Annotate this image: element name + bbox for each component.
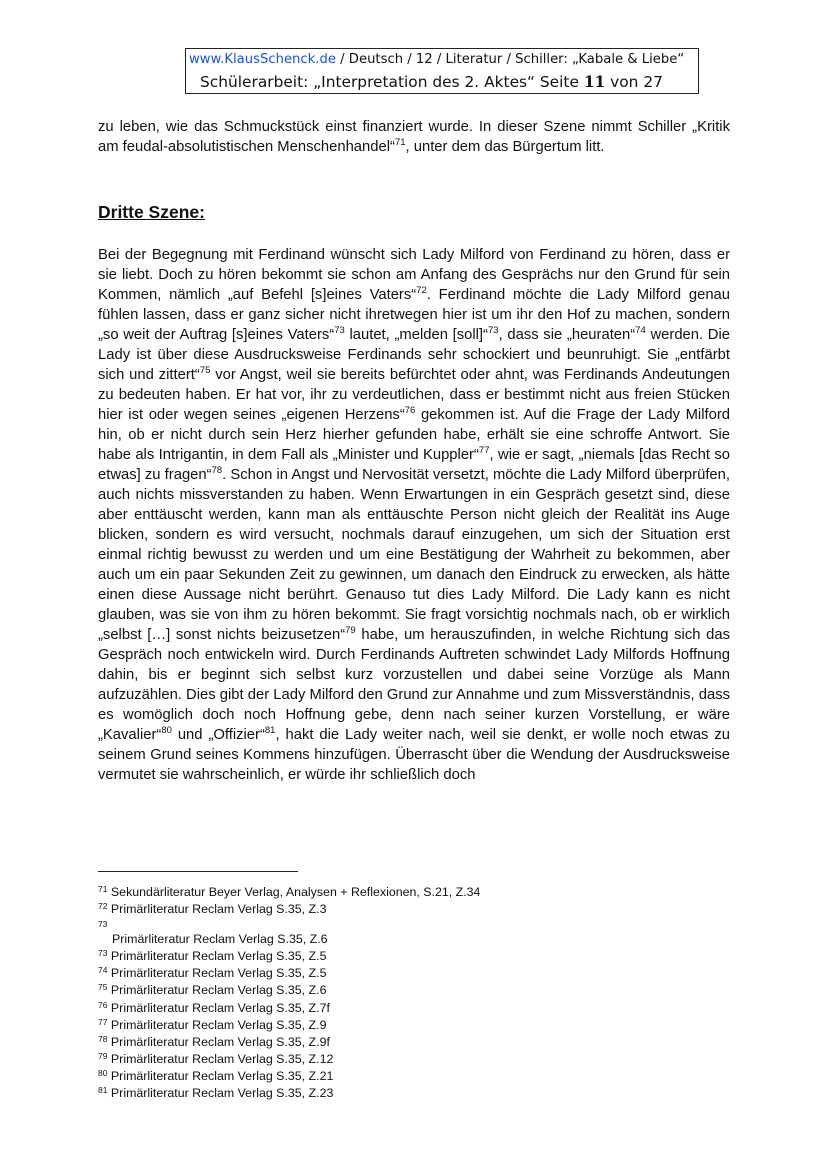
footnote-ref-73b: 73 xyxy=(487,325,499,336)
footnote: $^{71}$ Sekundärliteratur Beyer Verlag, Analysen + Reflexionen, S.21, Z.34 xyxy=(98,884,481,899)
header-title-prefix: Schülerarbeit: „Interpretation des 2. Aktes“ Seite xyxy=(200,73,584,91)
footnote-ref-79: 79 xyxy=(345,625,356,636)
footnote-ref-72: 72 xyxy=(416,285,427,296)
footnote-divider xyxy=(98,871,298,872)
header-title-line xyxy=(200,73,663,91)
header-breadcrumb-line xyxy=(189,52,684,67)
footnote: $^{81}$ Primärliteratur Reclam Verlag S.35, Z.23 xyxy=(98,1085,334,1101)
footnote: $^{79}$ Primärliteratur Reclam Verlag S.35, Z.12 xyxy=(98,1050,334,1066)
footnote: $^{78}$ Primärliteratur Reclam Verlag S.35, Z.9f xyxy=(98,1033,330,1049)
footnote-ref-80: 80 xyxy=(161,725,172,736)
header-page-number: 11 xyxy=(583,73,606,91)
footnotes xyxy=(98,884,738,1102)
footnote: $^{73}$ Primärliteratur Reclam Verlag S.35, Z.5 xyxy=(98,948,327,964)
footnote: $^{75}$ Primärliteratur Reclam Verlag S.35, Z.6 xyxy=(98,982,327,998)
header-breadcrumb: / Deutsch / 12 / Literatur / Schiller: „Kabale & Liebe“ xyxy=(335,52,685,67)
footnote: $^{72}$ Primärliteratur Reclam Verlag S.35, Z.3 xyxy=(98,901,327,917)
section-heading: Dritte Szene: xyxy=(98,202,205,222)
site-link[interactable]: www.KlausSchenck.de xyxy=(189,52,336,67)
footnote: $^{74}$ Primärliteratur Reclam Verlag S.35, Z.5 xyxy=(98,965,327,981)
footnote-ref-71: 71 xyxy=(394,137,406,148)
footnote: $^{80}$ Primärliteratur Reclam Verlag S.35, Z.21 xyxy=(98,1067,334,1083)
footnote: 73 Primärliteratur Reclam Verlag S.35, Z.6 xyxy=(98,919,328,947)
page-header xyxy=(185,48,699,94)
header-title-suffix: von 27 xyxy=(605,73,663,91)
footnote: $^{77}$ Primärliteratur Reclam Verlag S.35, Z.9 xyxy=(98,1016,327,1032)
footnote-ref-81: 81 xyxy=(264,725,276,736)
footnote: $^{76}$ Primärliteratur Reclam Verlag S.35, Z.7f xyxy=(98,999,330,1015)
footnote-ref-75: 75 xyxy=(199,365,211,376)
footnote-ref-73: 73 xyxy=(334,325,345,336)
footnote-ref-77: 77 xyxy=(478,445,490,456)
footnote-ref-74: 74 xyxy=(635,325,646,336)
footnote-ref-76: 76 xyxy=(404,405,416,416)
intro-paragraph: zu leben, wie das Schmuckstück einst finanziert wurde. In dieser Szene nimmt Schiller „Kritik am feudal-absolutistischen Menschenhandel“$^{71}$, unter dem das Bürgertum litt. xyxy=(98,119,730,155)
body-paragraph: Bei der Begegnung mit Ferdinand wünscht sich Lady Milford von Ferdinand zu hören, dass er sie liebt. Doch zu hören bekommt sie schon am Anfang des Gesprächs nur den Grund für sein Kommen, nämlich „auf Befehl [s]eines Vaters“$^{72}$. Ferdinand möchte die Lady Milford genau fühlen lassen, dass er ganz sicher nicht ihretwegen hier ist um ihr den Hof zu machen, sondern „so weit der Auftrag [s]eines Vaters“$^{73}$ lautet, „melden [soll]“$^{73}$, dass sie „heuraten“$^{74}$ werden. Die Lady ist über diese Ausdrucksweise Ferdinands sehr schockiert und beunruhigt. Sie „entfärbt sich und zittert“$^{75}$ vor Angst, weil sie bereits befürchtet oder ahnt, was Ferdinands Andeutungen zu bedeuten haben. Er hat vor, ihr zu verdeutlichen, dass er bestimmt nicht aus freien Stücken hier ist oder wegen seines „eigenen Herzens“$^{76}$ gekommen ist. Auf die Frage der Lady Milford hin, ob er nicht durch sein Herz hierher gefunden habe, erhält sie eine schroffe Antwort. Sie habe als Intrigantin, in dem Fall als „Minister und Kuppler“$^{77}$, wie er sagt, „niemals [das Recht so etwas] zu fragen“$^{78}$. Schon in Angst und Nervosität versetzt, möchte die Lady Milford überprüfen, auch nichts missverstanden zu haben. Wenn Erwartungen in ein Gespräch gesetzt sind, diese aber enttäuscht werden, kann man als enttäuschte Person nicht gleich der Realität ins Auge blicken, sondern es wird versucht, nochmals darauf einzugehen, um sich der Situation erst einmal richtig bewusst zu werden und um eine Bestätigung der Wahrheit zu bekommen, aber auch um ein paar Sekunden Zeit zu gewinnen, um danach den Eindruck zu erwecken, als hätte einen diese Aussage nicht berührt. Genauso tut dies Lady Milford. Die Lady kann es nicht glauben, was sie von ihm zu hören bekommt. Sie fragt vorsichtig nochmals nach, ob er wirklich „selbst […] sonst nichts beizusetzen“$^{79}$ habe, um herauszufinden, in welche Richtung sich das Gespräch noch entwickeln wird. Durch Ferdinands Auftreten schwindet Lady Milfords Hoffnung dahin, bis er beginnt sich selbst kurz vorzustellen und dabei seine Vorzüge als Mann aufzuzählen. Dies gibt der Lady Milford den Grund zur Annahme und zum Missverständnis, dass es womöglich doch noch Hoffnung gebe, denn nach seiner kurzen Vorstellung, er wäre „Kavalier“$^{80}$ und „Offizier“$^{81}$, hakt die Lady weiter nach, weil sie denkt, er wolle noch etwas zu seinem Grund seines Kommens hinzufügen. Überrascht über die Wendung der Ausdrucksweise vermutet sie wahrscheinlich, er würde ihr schließlich doch xyxy=(98,247,731,783)
footnote-ref-78: 78 xyxy=(211,465,223,476)
